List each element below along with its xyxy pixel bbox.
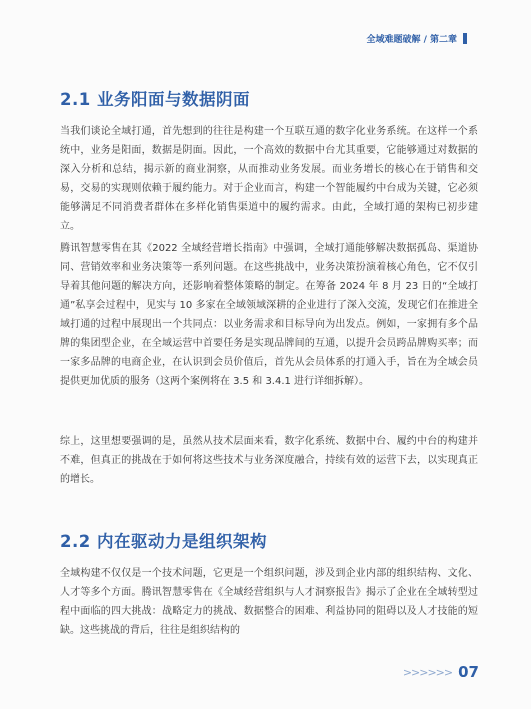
chapter-label: 全域难题破解 / 第二章 (366, 35, 457, 45)
page-footer (403, 663, 479, 681)
section-2-2-paragraph-1: 全域构建不仅仅是一个技术问题，它更是一个组织问题，涉及到企业内部的组织结构、文化、人才等多个方面。腾讯智慧零售在《全域经营组织与人才洞察报告》揭示了企业在全域转型过程中面临的四大挑战：战略定力的挑战、数据整合的困难、利益协同的阻碍以及人才技能的短缺。这些挑战的背后，往往是组织结构的 (60, 568, 478, 636)
section-2-1-paragraph-1: 当我们谈论全域打通，首先想到的往往是构建一个互联互通的数字化业务系统。在这样一个系统中，业务是阳面，数据是阴面。因此，一个高效的数据中台尤其重要，它能够通过对数据的深入分析和总结，揭示新的商业洞察，从而推动业务发展。而业务增长的核心在于销售和交易，交易的实现则依赖于履约能力。对于企业而言，构建一个智能履约中台成为关键，它必须能够满足不同消费者群体在多样化销售渠道中的履约需求。由此，全域打通的架构已初步建立。 (60, 126, 478, 232)
running-header (366, 32, 467, 45)
section-title-2-1: 2.1 业务阳面与数据阴面 (60, 90, 250, 109)
page-number: 07 (458, 663, 479, 681)
header-bar-icon (463, 33, 467, 44)
section-2-1-paragraph-3: 综上，这里想要强调的是，虽然从技术层面来看，数字化系统、数据中台、履约中台的构建并不难，但真正的挑战在于如何将这些技术与业务深度融合，持续有效的运营下去，以实现真正的增长。 (60, 436, 478, 485)
section-title-2-2: 2.2 内在驱动力是组织架构 (60, 532, 267, 551)
section-2-1-paragraph-2: 腾讯智慧零售在其《2022 全域经营增长指南》中强调，全域打通能够解决数据孤岛、渠道协同、营销效率和业务决策等一系列问题。在这些挑战中，业务决策扮演着核心角色，它不仅引导着其他问题的解决方向，还影响着整体策略的制定。在筹备 2024 年 8 月 23 日的“全域打通”私享会过程中，见实与 10 多家在全域领域深耕的企业进行了深入交流，发现它们在推进全域打通的过程中展现出一个共同点：以业务需求和目标导向为出发点。例如，一家拥有多个品牌的集团型企业，在全域运营中首要任务是实现品牌间的互通，以提升会员跨品牌购买率；而一家多品牌的电商企业，在认识到会员价值后，首先从会员体系的打通入手，旨在为全域会员提供更加优质的服务（这两个案例将在 3.5 和 3.4.1 进行详细拆解）。 (60, 243, 478, 387)
chevrons-icon: >>>>>> (402, 665, 453, 679)
